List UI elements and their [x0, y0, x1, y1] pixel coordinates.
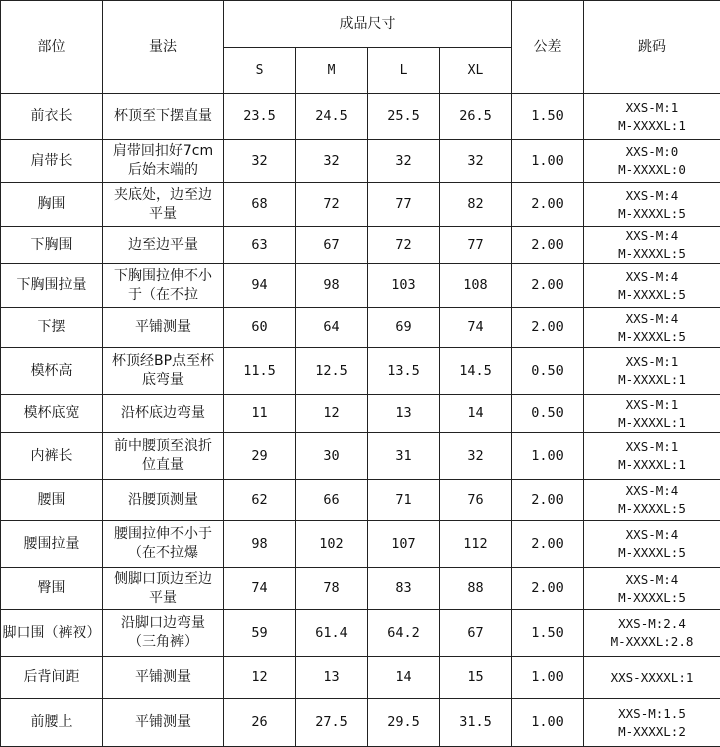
cell-size-m: 13	[296, 657, 368, 699]
cell-grading	[584, 610, 720, 657]
cell-grading	[584, 699, 720, 747]
cell-size-m: 24.5	[296, 94, 368, 140]
cell-method-text: 沿腰顶测量	[109, 491, 217, 510]
cell-method-text: 杯顶经BP点至杯底弯量	[109, 352, 217, 390]
cell-size-xl: 77	[440, 227, 512, 264]
cell-size-l: 13	[368, 395, 440, 433]
grading-line: M-XXXXL:5	[584, 544, 720, 562]
cell-method	[103, 227, 224, 264]
cell-size-xl: 14	[440, 395, 512, 433]
cell-size-l: 71	[368, 480, 440, 521]
cell-size-s: 94	[224, 264, 296, 308]
cell-tolerance: 0.50	[512, 348, 584, 395]
cell-size-s: 59	[224, 610, 296, 657]
cell-size-s: 62	[224, 480, 296, 521]
cell-size-l: 13.5	[368, 348, 440, 395]
cell-size-xl: 32	[440, 140, 512, 183]
table-row	[1, 140, 720, 183]
table-row	[1, 521, 720, 568]
cell-size-l: 103	[368, 264, 440, 308]
cell-method	[103, 395, 224, 433]
cell-method	[103, 94, 224, 140]
cell-tolerance: 2.00	[512, 480, 584, 521]
cell-method	[103, 480, 224, 521]
grading-line: M-XXXXL:5	[584, 286, 720, 304]
cell-size-l: 32	[368, 140, 440, 183]
cell-size-s: 11.5	[224, 348, 296, 395]
cell-tolerance: 2.00	[512, 521, 584, 568]
cell-grading	[584, 308, 720, 348]
grading-line: M-XXXXL:5	[584, 589, 720, 607]
grading-line: M-XXXXL:5	[584, 205, 720, 223]
grading-line: M-XXXXL:1	[584, 456, 720, 474]
grading-line: XXS-M:1	[584, 99, 720, 117]
cell-part: 肩带长	[1, 140, 103, 183]
cell-size-m: 12	[296, 395, 368, 433]
grading-line: XXS-M:1.5	[584, 705, 720, 723]
cell-tolerance: 2.00	[512, 227, 584, 264]
cell-size-m: 98	[296, 264, 368, 308]
cell-method	[103, 699, 224, 747]
cell-tolerance: 1.50	[512, 94, 584, 140]
cell-grading	[584, 433, 720, 480]
grading-line: M-XXXXL:5	[584, 245, 720, 263]
cell-size-m: 78	[296, 568, 368, 610]
grading-line: XXS-M:4	[584, 187, 720, 205]
cell-size-xl: 108	[440, 264, 512, 308]
cell-grading	[584, 264, 720, 308]
header-size-m: M	[296, 48, 368, 94]
cell-size-l: 72	[368, 227, 440, 264]
header-grading: 跳码	[584, 1, 720, 94]
grading-line: XXS-M:0	[584, 143, 720, 161]
cell-tolerance: 1.00	[512, 657, 584, 699]
cell-method	[103, 610, 224, 657]
cell-grading	[584, 140, 720, 183]
table-row	[1, 480, 720, 521]
cell-size-l: 77	[368, 183, 440, 227]
header-size-xl: XL	[440, 48, 512, 94]
cell-grading	[584, 183, 720, 227]
grading-line: XXS-M:4	[584, 571, 720, 589]
cell-size-l: 83	[368, 568, 440, 610]
cell-size-l: 69	[368, 308, 440, 348]
cell-size-m: 72	[296, 183, 368, 227]
cell-tolerance: 0.50	[512, 395, 584, 433]
table-row	[1, 610, 720, 657]
cell-tolerance: 1.50	[512, 610, 584, 657]
cell-tolerance: 1.00	[512, 433, 584, 480]
cell-size-m: 27.5	[296, 699, 368, 747]
cell-size-l: 31	[368, 433, 440, 480]
table-row	[1, 94, 720, 140]
grading-line: XXS-M:1	[584, 438, 720, 456]
cell-part: 前衣长	[1, 94, 103, 140]
cell-size-xl: 82	[440, 183, 512, 227]
cell-size-s: 32	[224, 140, 296, 183]
cell-grading	[584, 568, 720, 610]
cell-part: 胸围	[1, 183, 103, 227]
cell-part: 腰围拉量	[1, 521, 103, 568]
cell-method	[103, 264, 224, 308]
cell-method-text: 平铺测量	[109, 318, 217, 337]
grading-line: XXS-M:4	[584, 482, 720, 500]
cell-size-l: 25.5	[368, 94, 440, 140]
cell-grading	[584, 94, 720, 140]
cell-method-text: 腰围拉伸不小于（在不拉爆	[109, 525, 217, 563]
cell-size-xl: 112	[440, 521, 512, 568]
grading-line: M-XXXXL:1	[584, 117, 720, 135]
grading-line: M-XXXXL:2	[584, 723, 720, 741]
grading-line: XXS-XXXXL:1	[584, 669, 720, 687]
cell-size-xl: 31.5	[440, 699, 512, 747]
cell-size-m: 32	[296, 140, 368, 183]
cell-grading	[584, 657, 720, 699]
cell-size-xl: 14.5	[440, 348, 512, 395]
cell-method-text: 沿杯底边弯量	[109, 404, 217, 423]
grading-line: XXS-M:2.4	[584, 615, 720, 633]
cell-part: 脚口围（裤衩）	[1, 610, 103, 657]
header-tolerance: 公差	[512, 1, 584, 94]
cell-size-s: 98	[224, 521, 296, 568]
cell-method-text: 沿脚口边弯量（三角裤）	[109, 614, 217, 652]
header-size-s: S	[224, 48, 296, 94]
cell-method	[103, 183, 224, 227]
cell-method	[103, 433, 224, 480]
cell-grading	[584, 395, 720, 433]
grading-line: XXS-M:4	[584, 227, 720, 245]
table-row	[1, 433, 720, 480]
cell-tolerance: 2.00	[512, 568, 584, 610]
cell-method-text: 杯顶至下摆直量	[109, 107, 217, 126]
grading-line: M-XXXXL:5	[584, 500, 720, 518]
table-row	[1, 308, 720, 348]
table-row	[1, 227, 720, 264]
cell-grading	[584, 227, 720, 264]
cell-method	[103, 140, 224, 183]
cell-part: 下胸围拉量	[1, 264, 103, 308]
cell-size-xl: 15	[440, 657, 512, 699]
grading-line: M-XXXXL:5	[584, 328, 720, 346]
cell-size-s: 68	[224, 183, 296, 227]
grading-line: XXS-M:4	[584, 526, 720, 544]
cell-method-text: 肩带回扣好7cm后始末端的	[109, 142, 217, 180]
cell-size-xl: 88	[440, 568, 512, 610]
cell-size-s: 23.5	[224, 94, 296, 140]
cell-method-text: 平铺测量	[109, 668, 217, 687]
cell-size-s: 74	[224, 568, 296, 610]
cell-size-m: 30	[296, 433, 368, 480]
header-row-top	[1, 1, 720, 48]
cell-method-text: 夹底处，边至边平量	[109, 186, 217, 224]
cell-part: 模杯高	[1, 348, 103, 395]
cell-grading	[584, 480, 720, 521]
cell-size-s: 12	[224, 657, 296, 699]
cell-tolerance: 1.00	[512, 699, 584, 747]
header-size-l: L	[368, 48, 440, 94]
table-row	[1, 568, 720, 610]
grading-line: XXS-M:4	[584, 268, 720, 286]
cell-part: 臀围	[1, 568, 103, 610]
header-part: 部位	[1, 1, 103, 94]
cell-grading	[584, 521, 720, 568]
grading-line: M-XXXXL:0	[584, 161, 720, 179]
grading-line: XXS-M:1	[584, 396, 720, 414]
cell-size-l: 64.2	[368, 610, 440, 657]
cell-method-text: 侧脚口顶边至边平量	[109, 570, 217, 608]
table-row	[1, 264, 720, 308]
cell-tolerance: 2.00	[512, 183, 584, 227]
cell-size-m: 66	[296, 480, 368, 521]
table-row	[1, 348, 720, 395]
grading-line: M-XXXXL:1	[584, 371, 720, 389]
cell-size-xl: 32	[440, 433, 512, 480]
cell-part: 后背间距	[1, 657, 103, 699]
cell-tolerance: 2.00	[512, 264, 584, 308]
cell-size-s: 26	[224, 699, 296, 747]
cell-method-text: 平铺测量	[109, 713, 217, 732]
cell-part: 腰围	[1, 480, 103, 521]
cell-size-m: 12.5	[296, 348, 368, 395]
cell-size-s: 11	[224, 395, 296, 433]
cell-size-m: 64	[296, 308, 368, 348]
cell-method	[103, 348, 224, 395]
cell-size-s: 63	[224, 227, 296, 264]
grading-line: XXS-M:4	[584, 310, 720, 328]
table-row	[1, 183, 720, 227]
cell-grading	[584, 348, 720, 395]
cell-size-xl: 26.5	[440, 94, 512, 140]
cell-size-xl: 74	[440, 308, 512, 348]
cell-method-text: 边至边平量	[109, 236, 217, 255]
cell-size-l: 14	[368, 657, 440, 699]
cell-size-xl: 76	[440, 480, 512, 521]
cell-part: 前腰上	[1, 699, 103, 747]
cell-tolerance: 2.00	[512, 308, 584, 348]
cell-tolerance: 1.00	[512, 140, 584, 183]
cell-part: 下胸围	[1, 227, 103, 264]
cell-method-text: 前中腰顶至浪折位直量	[109, 437, 217, 475]
table-row	[1, 657, 720, 699]
cell-method-text: 下胸围拉伸不小于（在不拉	[109, 267, 217, 305]
grading-line: M-XXXXL:2.8	[584, 633, 720, 651]
table-body	[1, 1, 720, 747]
cell-size-s: 29	[224, 433, 296, 480]
table-row	[1, 395, 720, 433]
cell-method	[103, 521, 224, 568]
table-row	[1, 699, 720, 747]
header-method: 量法	[103, 1, 224, 94]
cell-method	[103, 308, 224, 348]
cell-size-m: 67	[296, 227, 368, 264]
cell-size-m: 102	[296, 521, 368, 568]
header-finished-size: 成品尺寸	[224, 1, 512, 48]
cell-size-m: 61.4	[296, 610, 368, 657]
cell-size-s: 60	[224, 308, 296, 348]
cell-size-l: 107	[368, 521, 440, 568]
cell-method	[103, 657, 224, 699]
cell-size-xl: 67	[440, 610, 512, 657]
cell-part: 内裤长	[1, 433, 103, 480]
cell-size-l: 29.5	[368, 699, 440, 747]
cell-method	[103, 568, 224, 610]
cell-part: 下摆	[1, 308, 103, 348]
cell-part: 模杯底宽	[1, 395, 103, 433]
grading-line: XXS-M:1	[584, 353, 720, 371]
grading-line: M-XXXXL:1	[584, 414, 720, 432]
